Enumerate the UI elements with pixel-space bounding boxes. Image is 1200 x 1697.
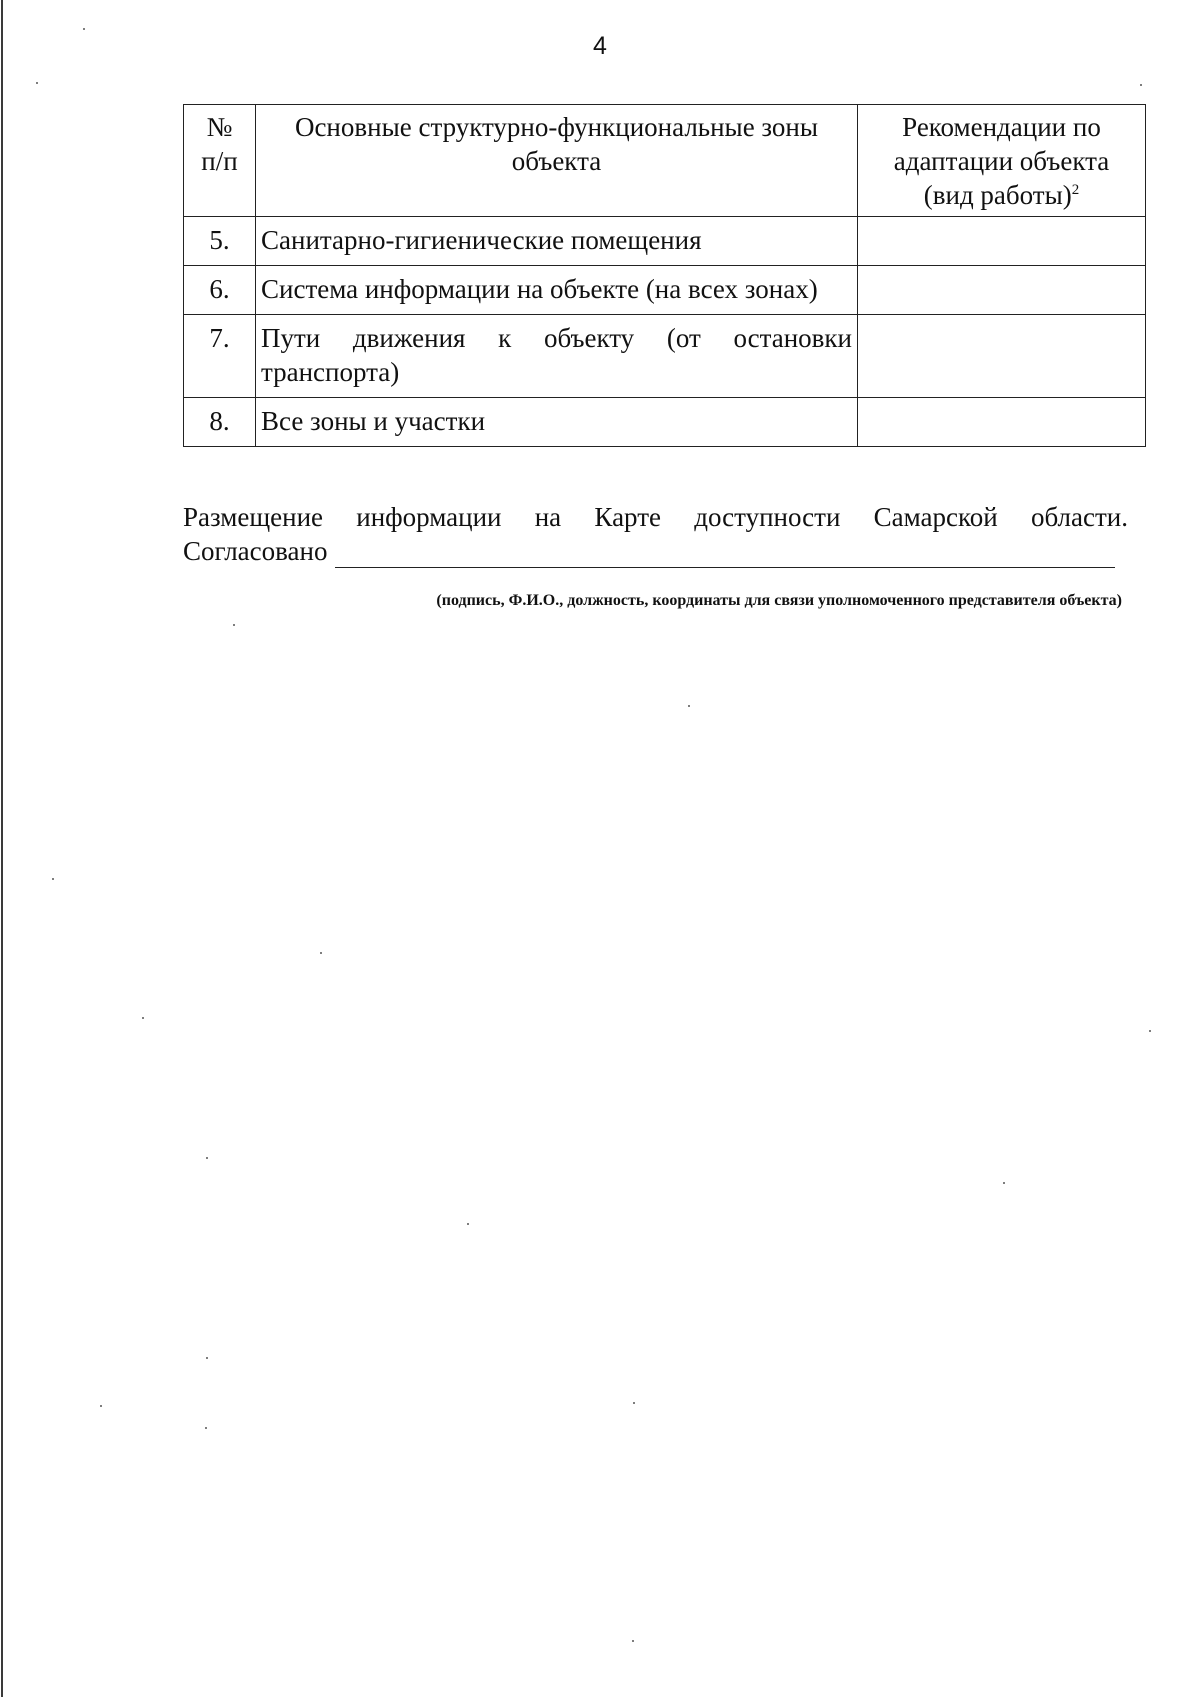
header-zone xyxy=(256,105,858,217)
table-header-row xyxy=(184,105,1146,217)
header-num-line: № xyxy=(206,112,233,142)
page-number: 4 xyxy=(593,32,607,60)
row-recommendation xyxy=(858,315,1146,398)
placement-word: области. xyxy=(1030,502,1128,532)
table-row xyxy=(184,217,1146,266)
zones-table xyxy=(183,104,1146,447)
scan-speck xyxy=(688,705,690,707)
header-rec-last: (вид работы) xyxy=(923,180,1072,210)
placement-word: информации xyxy=(356,502,502,532)
header-num-line: п/п xyxy=(201,146,238,176)
header-num xyxy=(184,105,256,217)
scan-speck xyxy=(633,1402,635,1404)
page-left-edge xyxy=(1,0,3,1697)
scan-speck xyxy=(206,1157,208,1159)
footnote-mark: 2 xyxy=(1071,182,1080,198)
scan-speck xyxy=(52,878,54,880)
row-recommendation xyxy=(858,217,1146,266)
scan-speck xyxy=(1149,1030,1151,1032)
scan-speck xyxy=(100,1405,102,1407)
scan-speck xyxy=(83,28,85,30)
header-recommendations xyxy=(858,105,1146,217)
agreed-line xyxy=(183,534,1128,568)
scan-speck xyxy=(632,1640,634,1642)
scan-speck xyxy=(142,1017,144,1019)
scan-speck xyxy=(320,952,322,954)
placement-word: на xyxy=(534,502,562,532)
header-rec-line: адаптации объекта xyxy=(893,146,1110,176)
table-row xyxy=(184,315,1146,398)
scan-speck xyxy=(206,1357,208,1359)
row-zone: Пути движения к объекту (от остановки транспорта) xyxy=(256,315,858,398)
row-number: 7. xyxy=(184,315,256,398)
placement-word: Самарской xyxy=(873,502,998,532)
placement-word: Размещение xyxy=(183,502,324,532)
scan-speck xyxy=(1003,1182,1005,1184)
header-rec-line: Рекомендации по xyxy=(902,112,1101,142)
placement-word: Карте xyxy=(594,502,661,532)
row-number: 6. xyxy=(184,266,256,315)
row-zone: Система информации на объекте (на всех зонах) xyxy=(256,266,858,315)
row-number: 8. xyxy=(184,398,256,447)
signature-caption: (подпись, Ф.И.О., должность, координаты для связи уполномоченного представителя объекта) xyxy=(436,592,1122,609)
row-recommendation xyxy=(858,266,1146,315)
row-recommendation xyxy=(858,398,1146,447)
header-zone-line: объекта xyxy=(511,146,602,176)
header-zone-line: Основные структурно-функциональные зоны xyxy=(294,112,819,142)
table-row xyxy=(184,266,1146,315)
scan-speck xyxy=(205,1427,207,1429)
placement-word: доступности xyxy=(694,502,841,532)
signature-line xyxy=(335,537,1115,568)
scan-speck xyxy=(467,1223,469,1225)
row-zone: Санитарно-гигиенические помещения xyxy=(256,217,858,266)
placement-block xyxy=(183,500,1128,568)
placement-text xyxy=(183,500,1128,534)
scan-speck xyxy=(36,82,38,84)
scan-speck xyxy=(233,624,235,626)
row-zone: Все зоны и участки xyxy=(256,398,858,447)
table-row xyxy=(184,398,1146,447)
row-number: 5. xyxy=(184,217,256,266)
header-rec-line xyxy=(864,178,1139,212)
scan-speck xyxy=(1140,84,1142,86)
agreed-label: Согласовано xyxy=(183,536,328,566)
